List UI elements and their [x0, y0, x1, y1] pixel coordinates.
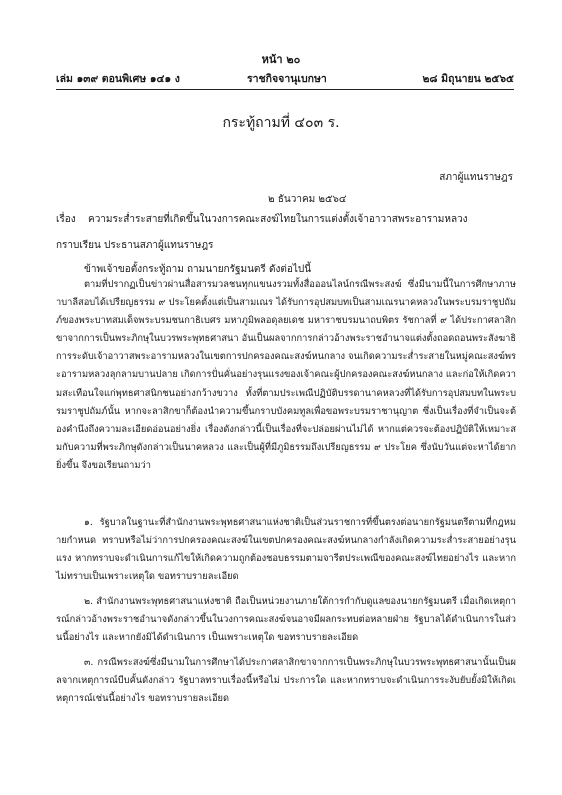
header-divider [56, 89, 514, 90]
gazette-name: ราชกิจจานุเบกษา [247, 73, 327, 85]
subject-label: เรื่อง [56, 214, 76, 225]
intro-line: ข้าพเจ้าขอตั้งกระทู้ถาม ถามนายกรัฐมนตรี ดังต่อไปนี้ [84, 264, 312, 275]
letter-date: ๒ ธันวาคม ๒๕๖๔ [268, 194, 347, 205]
gazette-date: ๒๘ มิถุนายน ๒๕๖๕ [422, 73, 514, 85]
page-number: หน้า ๒๐ [261, 53, 301, 66]
subject-text: ความระส่ำระสายที่เกิดขึ้นในวงการคณะสงฆ์ไทยในการแต่งตั้งเจ้าอาวาสพระอารามหลวง [88, 214, 468, 225]
question-2: ๒. สำนักงานพระพุทธศาสนาแห่งชาติ ถือเป็นหน่วยงานภายใต้การกำกับดูแลของนายกรัฐมนตรี เมื่อเกิดเหตุการณ์กล่าวอ้างพระราชอำนาจดังกล่าวขึ้นในวงการคณะสงฆ์จนอาจมีผลกระทบต่อหลายฝ่าย รัฐบาลได้ดำเนินการในส่วนนี้อย่างไร และหากยังมิได้ดำเนินการ เป็นเพราะเหตุใด ขอทราบรายละเอียด [56, 596, 516, 644]
document-title: กระทู้ถามที่ ๔๐๓ ร. [222, 115, 340, 131]
question-1: ๑. รัฐบาลในฐานะที่สำนักงานพระพุทธศาสนาแห่งชาติเป็นส่วนราชการที่ขึ้นตรงต่อนายกรัฐมนตรีตามที่กฎหมายกำหนด ทราบหรือไม่ว่าการปกครองคณะสงฆ์ในเขตปกครองคณะสงฆ์หนกลางกำลังเกิดความระส่ำระสายอย่างรุนแรง หากทราบจะดำเนินการแก้ไขให้เกิดความถูกต้องชอบธรรมตามจารีตประเพณีของคณะสงฆ์ไทยอย่างไร และหากไม่ทราบเป็นเพราะเหตุใด ขอทราบรายละเอียด [56, 517, 516, 583]
recipient: สภาผู้แทนราษฎร [439, 172, 513, 183]
body-paragraph: ตามที่ปรากฏเป็นข่าวผ่านสื่อสารมวลชนทุกแขนงรวมทั้งสื่อออนไลน์กรณีพระสงฆ์ ซึ่งมีนามนี้ในการศึกษาภาษาบาลีสอบได้เปรียญธรรม ๙ ประโยคตั้งแต่เป็นสามเณร ได้รับการอุปสมบทเป็นสามเณรนาคหลวงในพระบรมราชูปถัมภ์ของพระบาทสมเด็จพระบรมชนกาธิเบศร มหาภูมิพลอดุลยเดช มหาราชบรมนาถบพิตร รัชกาลที่ ๙ ได้ประกาศลาสิกขาจากการเป็นพระภิกษุในบวรพระพุทธศาสนา อันเป็นผลจากการกล่าวอ้างพระราชอำนาจแต่งตั้งถอดถอนพระสังฆาธิการระดับเจ้าอาวาสพระอารามหลวงในเขตการปกครองคณะสงฆ์หนกลาง จนเกิดความระส่ำระสายในหมู่คณะสงฆ์พระอารามหลวงลุกลามบานปลาย เกิดการปั่นคั่นอย่างรุนแรงของเจ้าคณะผู้ปกครองคณะสงฆ์หนกลาง และก่อให้เกิดความสะเทือนใจแก่พุทธศาสนิกชนอย่างกว้างขวาง ทั้งที่ตามประเพณีปฏิบัติบรรดานาคหลวงที่ได้รับการอุปสมบทในพระบรมราชูปถัมภ์นั้น หากจะลาสิกขาก็ต้องนำความขึ้นกราบบังคมทูลเพื่อขอพระบรมราชานุญาต ซึ่งเป็นเรื่องที่จำเป็นจะต้องคำนึงถึงความละเอียดอ่อนอย่างยิ่ง เรื่องดังกล่าวนี้เป็นเรื่องที่จะปล่อยผ่านไม่ได้ หากแต่ควรจะต้องปฏิบัติให้เหมาะสมกับความที่พระภิกษุดังกล่าวเป็นนาคหลวง และเป็นผู้ที่มีภูมิธรรมถึงเปรียญธรรม ๙ ประโยค ซึ่งนับวันแต่จะหาได้ยากยิ่งขึ้น จึงขอเรียนถามว่า [56, 279, 516, 471]
salutation: กราบเรียน ประธานสภาผู้แทนราษฎร [56, 240, 214, 251]
question-3: ๓. กรณีพระสงฆ์ซึ่งมีนามในการศึกษาได้ประกาศลาสิกขาจากการเป็นพระภิกษุในบวรพระพุทธศาสนานั้นเป็นผลจากเหตุการณ์บีบคั้นดังกล่าว รัฐบาลทราบเรื่องนี้หรือไม่ ประการใด และหากทราบจะดำเนินการระงับยับยั้งมิให้เกิดเหตุการณ์เช่นนี้อย่างไร ขอทราบรายละเอียด [56, 657, 516, 705]
gazette-volume: เล่ม ๑๓๙ ตอนพิเศษ ๑๔๑ ง [56, 73, 180, 85]
subject-line [56, 212, 468, 227]
